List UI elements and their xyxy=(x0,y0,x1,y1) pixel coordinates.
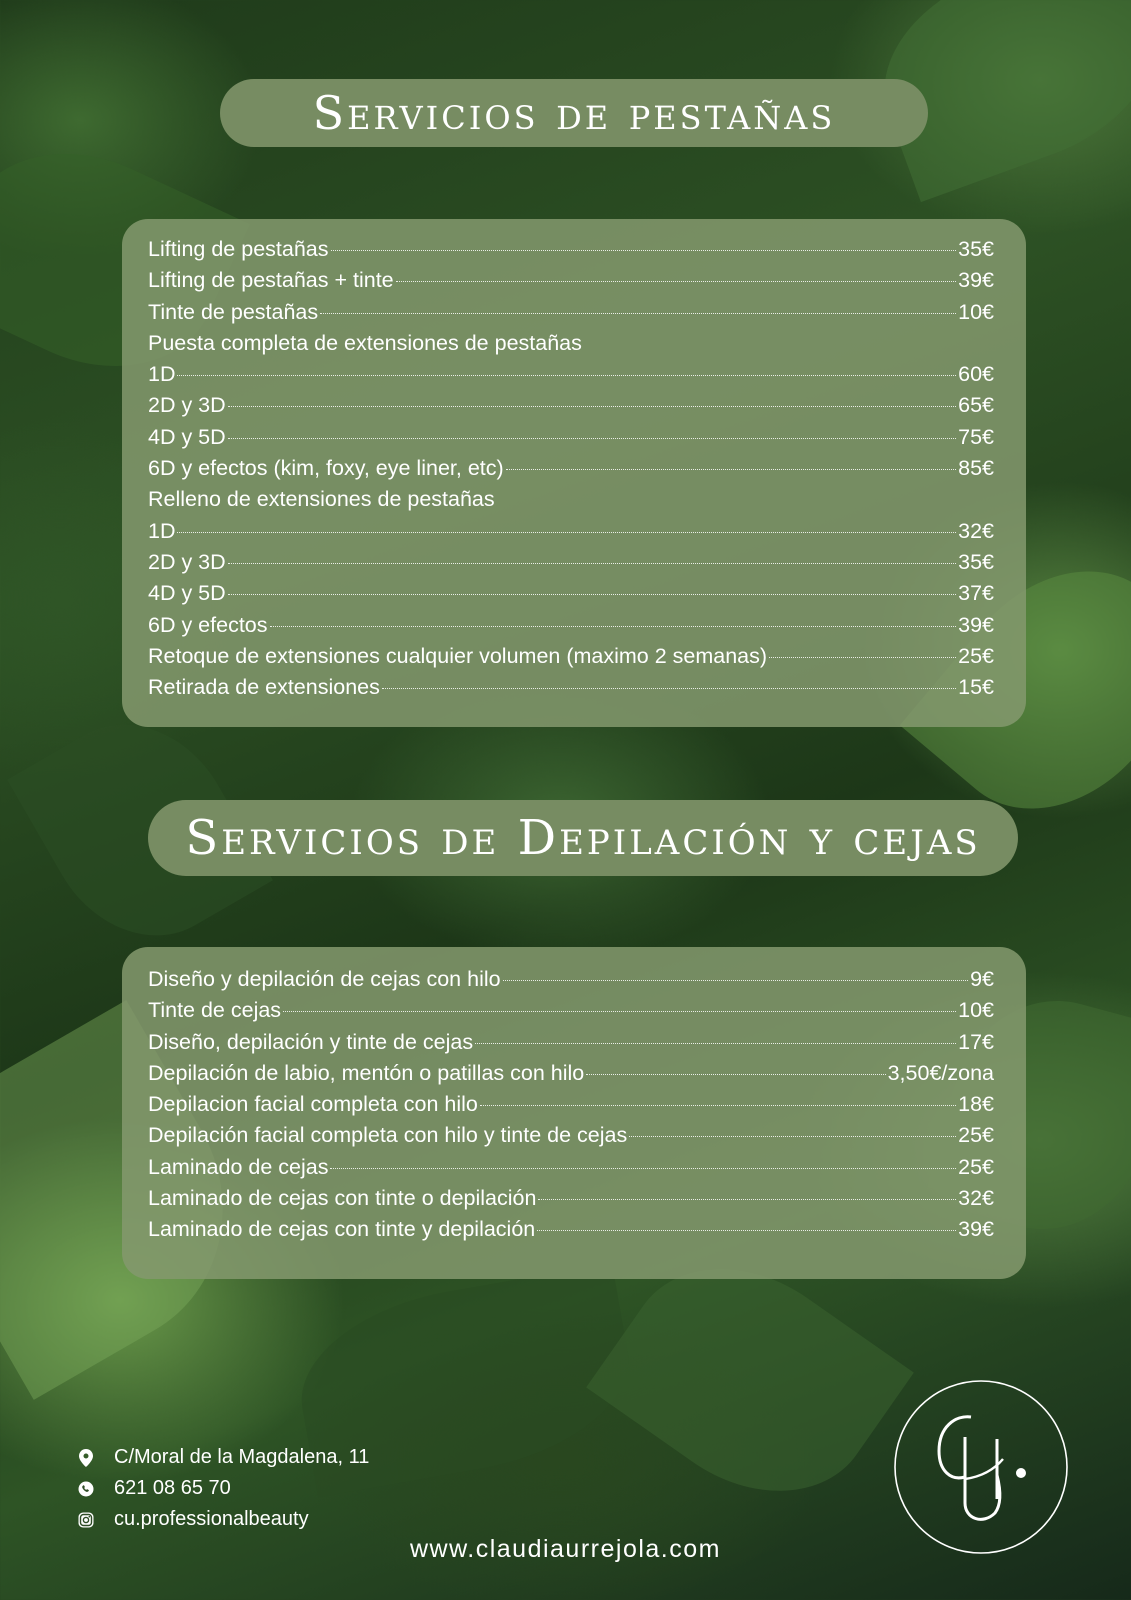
price-list-item xyxy=(148,1092,994,1123)
price-list-item xyxy=(148,644,994,675)
service-name: Laminado de cejas con tinte y depilación xyxy=(148,1217,536,1242)
service-price: 32€ xyxy=(958,518,994,543)
price-list-item xyxy=(148,581,994,612)
whatsapp-icon xyxy=(78,1481,94,1497)
service-name: Laminado de cejas xyxy=(148,1154,329,1179)
contact-address xyxy=(78,1446,369,1469)
service-name: 2D y 3D xyxy=(148,393,226,418)
service-name: 4D y 5D xyxy=(148,581,226,606)
dotted-leader xyxy=(586,1074,885,1075)
instagram-icon xyxy=(78,1512,94,1528)
dotted-leader xyxy=(382,688,956,689)
service-name: Retoque de extensiones cualquier volumen (maximo 2 semanas) xyxy=(148,643,768,668)
price-list-item xyxy=(148,1061,994,1092)
service-price: 10€ xyxy=(958,998,994,1023)
service-name: 2D y 3D xyxy=(148,549,226,574)
service-price: 25€ xyxy=(958,1154,994,1179)
dotted-leader xyxy=(228,563,956,564)
price-list-item xyxy=(148,393,994,424)
dotted-leader xyxy=(480,1105,956,1106)
dotted-leader xyxy=(177,532,956,533)
dotted-leader xyxy=(331,250,957,251)
service-name: 6D y efectos xyxy=(148,612,268,637)
service-price: 75€ xyxy=(958,424,994,449)
contact-phone xyxy=(78,1477,231,1500)
service-name: Depilación de labio, mentón o patillas con hilo xyxy=(148,1060,585,1085)
depilacion-price-list xyxy=(122,947,1026,1279)
price-list-item xyxy=(148,1155,994,1186)
dotted-leader xyxy=(228,438,956,439)
website-url: www.claudiaurrejola.com xyxy=(409,1535,721,1563)
address-text: C/Moral de la Magdalena, 11 xyxy=(114,1446,370,1468)
dotted-leader xyxy=(177,375,956,376)
dotted-leader xyxy=(330,1168,956,1169)
price-list-item xyxy=(148,1217,994,1248)
location-pin-icon xyxy=(78,1450,94,1466)
service-name: Retirada de extensiones xyxy=(148,675,380,700)
service-price: 37€ xyxy=(958,581,994,606)
price-list-item xyxy=(148,425,994,456)
price-list-item xyxy=(148,362,994,393)
price-list-item xyxy=(148,268,994,299)
dotted-leader xyxy=(228,594,956,595)
service-price: 39€ xyxy=(958,612,994,637)
contact-instagram xyxy=(78,1508,309,1531)
dotted-leader xyxy=(503,980,969,981)
dotted-leader xyxy=(396,281,956,282)
service-name: 1D xyxy=(148,362,176,387)
service-price: 60€ xyxy=(958,362,994,387)
service-price: 18€ xyxy=(958,1092,994,1117)
dotted-leader xyxy=(228,406,956,407)
price-list-item xyxy=(148,237,994,268)
price-list-item xyxy=(148,967,994,998)
price-list-item xyxy=(148,1123,994,1154)
service-price: 39€ xyxy=(958,1217,994,1242)
price-list-subheading: Relleno de extensiones de pestañas xyxy=(148,487,495,512)
depilacion-title: Servicios de Depilación y cejas xyxy=(148,800,1018,876)
service-price: 35€ xyxy=(958,237,994,261)
dotted-leader xyxy=(270,626,957,627)
service-price: 17€ xyxy=(958,1029,994,1054)
service-name: Diseño y depilación de cejas con hilo xyxy=(148,967,501,991)
price-list-item xyxy=(148,550,994,581)
service-name: 6D y efectos (kim, foxy, eye liner, etc) xyxy=(148,456,504,481)
service-price: 10€ xyxy=(958,299,994,324)
service-name: Lifting de pestañas + tinte xyxy=(148,268,394,293)
price-list-item xyxy=(148,1186,994,1217)
service-price: 32€ xyxy=(958,1186,994,1211)
dotted-leader xyxy=(537,1230,956,1231)
price-list-item xyxy=(148,519,994,550)
service-price: 39€ xyxy=(958,268,994,293)
dotted-leader xyxy=(538,1199,956,1200)
phone-text: 621 08 65 70 xyxy=(114,1477,231,1499)
service-price: 85€ xyxy=(958,456,994,481)
price-list-item xyxy=(148,675,994,706)
service-price: 25€ xyxy=(958,1123,994,1148)
service-price: 65€ xyxy=(958,393,994,418)
price-list-subheading: Puesta completa de extensiones de pestañas xyxy=(148,330,582,355)
price-list-item xyxy=(148,998,994,1029)
price-list-item xyxy=(148,456,994,487)
price-list-item xyxy=(148,300,994,331)
cu-logo xyxy=(893,1379,1069,1555)
dotted-leader xyxy=(769,657,956,658)
service-price: 15€ xyxy=(958,675,994,700)
service-name: 1D xyxy=(148,518,176,543)
dotted-leader xyxy=(629,1136,956,1137)
service-name: Lifting de pestañas xyxy=(148,237,329,261)
price-list-item xyxy=(148,613,994,644)
service-name: Tinte de pestañas xyxy=(148,299,319,324)
service-name: Tinte de cejas xyxy=(148,998,282,1023)
instagram-text: cu.professionalbeauty xyxy=(114,1508,309,1530)
service-name: Depilación facial completa con hilo y tinte de cejas xyxy=(148,1123,628,1148)
service-name: 4D y 5D xyxy=(148,424,226,449)
service-price: 25€ xyxy=(958,643,994,668)
service-price: 9€ xyxy=(970,967,994,991)
service-price: 3,50€/zona xyxy=(887,1060,994,1085)
dotted-leader xyxy=(475,1043,956,1044)
service-name: Diseño, depilación y tinte de cejas xyxy=(148,1029,474,1054)
dotted-leader xyxy=(506,469,956,470)
dotted-leader xyxy=(283,1011,956,1012)
service-name: Laminado de cejas con tinte o depilación xyxy=(148,1186,537,1211)
price-list-item xyxy=(148,1030,994,1061)
service-name: Depilacion facial completa con hilo xyxy=(148,1092,478,1117)
pestanas-title: Servicios de pestañas xyxy=(220,79,928,147)
dotted-leader xyxy=(320,313,956,314)
service-price: 35€ xyxy=(958,549,994,574)
pestanas-price-list xyxy=(122,219,1026,727)
